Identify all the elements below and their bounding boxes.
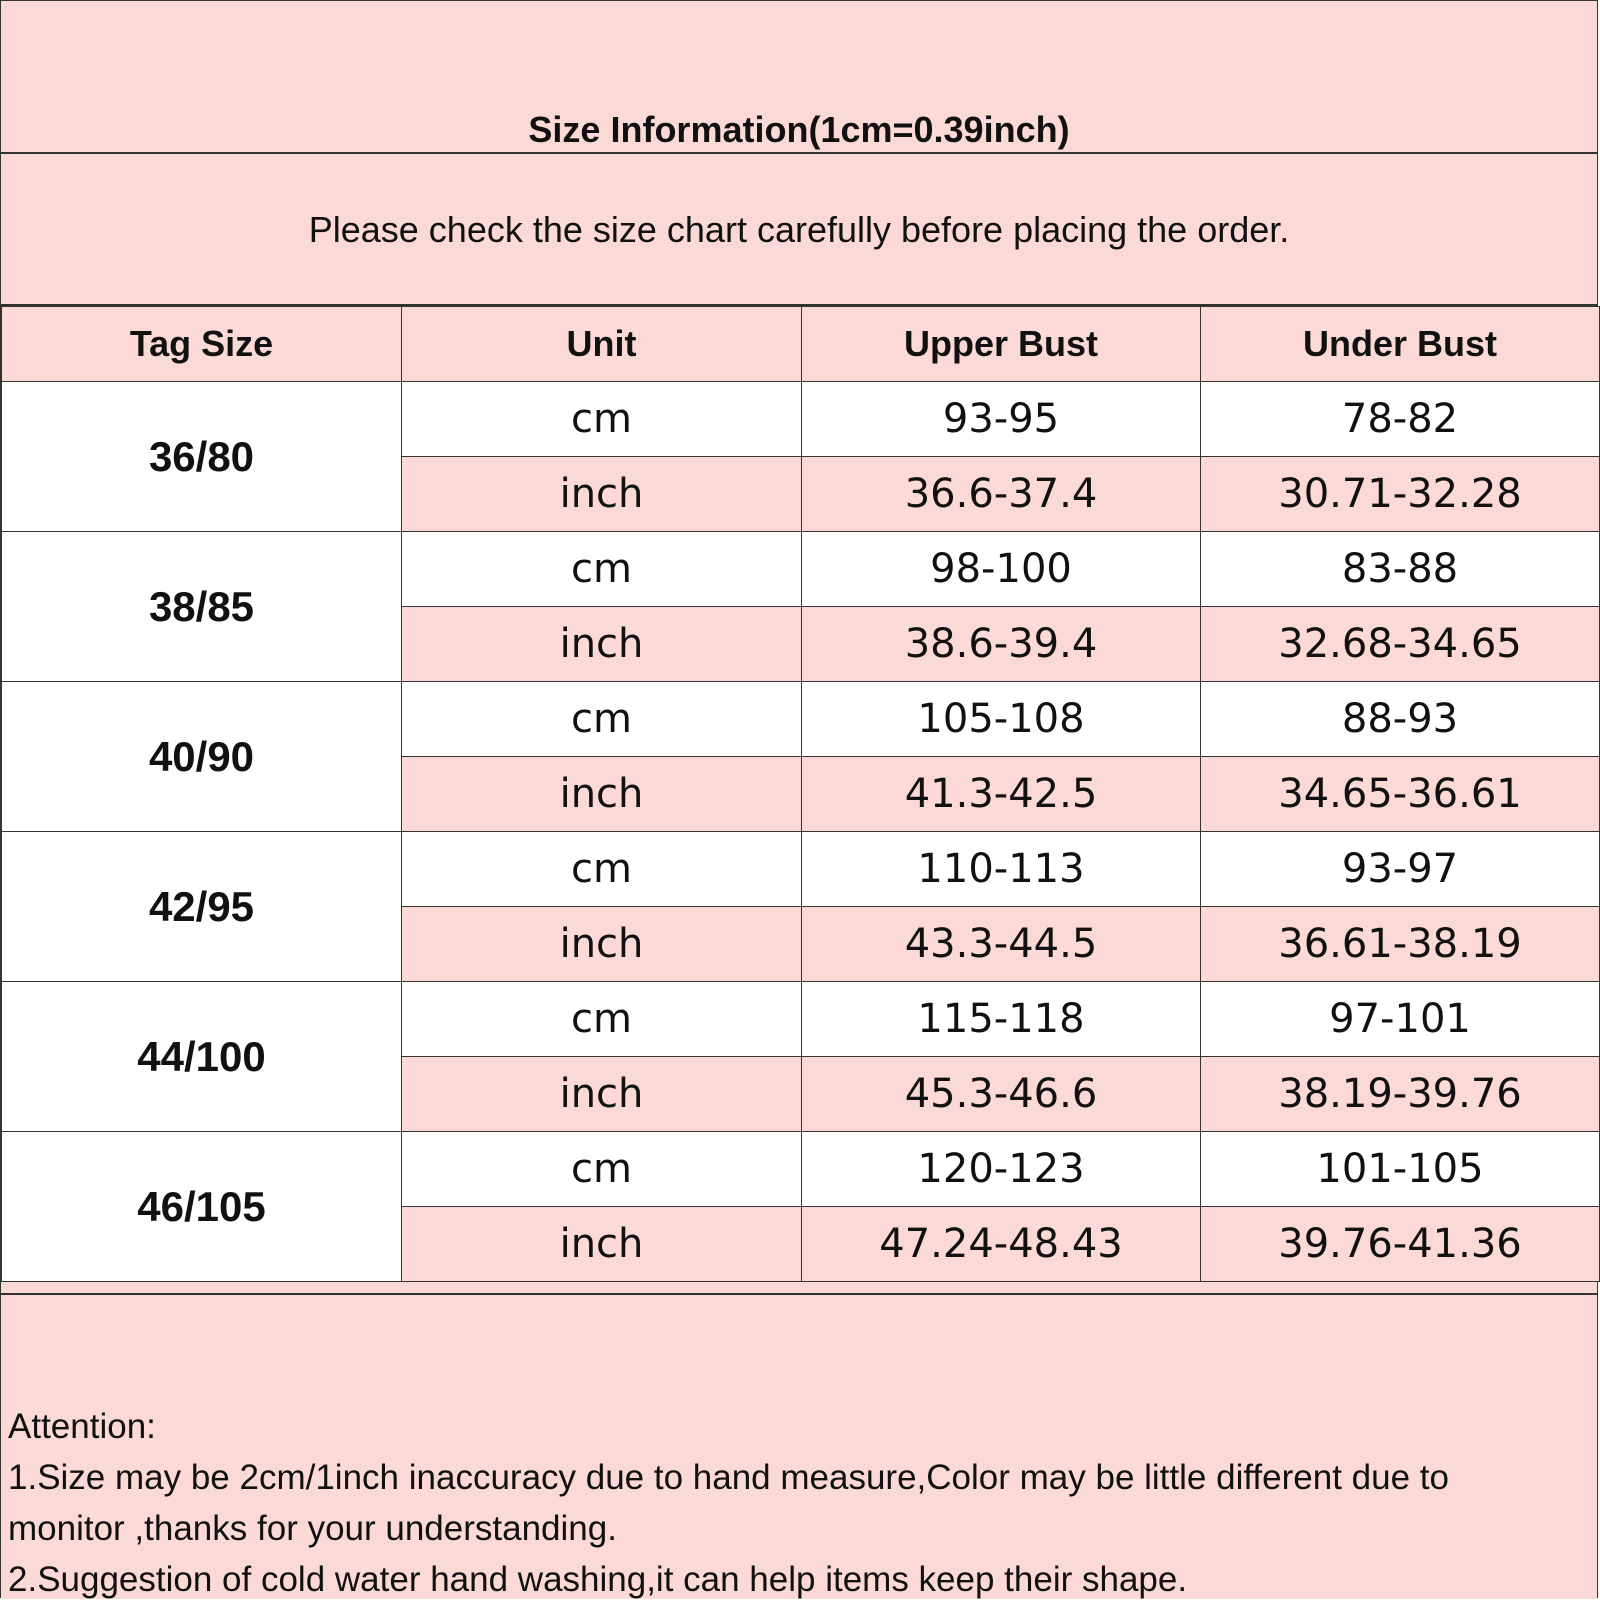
under-bust-cell: 101-105: [1201, 1132, 1600, 1207]
unit-cell: inch: [402, 1057, 802, 1132]
unit-cell: inch: [402, 607, 802, 682]
notice-text: Please check the size chart carefully before placing the order.: [308, 209, 1290, 250]
header-tag-size: Tag Size: [2, 307, 402, 382]
upper-bust-cell: 43.3-44.5: [802, 907, 1201, 982]
under-bust-cell: 78-82: [1201, 382, 1600, 457]
under-bust-cell: 97-101: [1201, 982, 1600, 1057]
table-row: [2, 682, 1600, 757]
upper-bust-cell: 45.3-46.6: [802, 1057, 1201, 1132]
unit-cell: cm: [402, 382, 802, 457]
upper-bust-cell: 110-113: [802, 832, 1201, 907]
unit-cell: inch: [402, 907, 802, 982]
unit-cell: cm: [402, 532, 802, 607]
upper-bust-cell: 36.6-37.4: [802, 457, 1201, 532]
attention-note: 2.Suggestion of cold water hand washing,it can help items keep their shape.: [8, 1560, 1188, 1599]
tag-size-cell: 42/95: [2, 832, 402, 982]
under-bust-cell: 93-97: [1201, 832, 1600, 907]
table-row: [2, 532, 1600, 607]
table-row: [2, 1132, 1600, 1207]
upper-bust-cell: 47.24-48.43: [802, 1207, 1201, 1282]
under-bust-cell: 88-93: [1201, 682, 1600, 757]
unit-cell: inch: [402, 757, 802, 832]
attention-heading: Attention:: [8, 1407, 156, 1446]
upper-bust-cell: 38.6-39.4: [802, 607, 1201, 682]
upper-bust-cell: 98-100: [802, 532, 1201, 607]
upper-bust-cell: 120-123: [802, 1132, 1201, 1207]
tag-size-cell: 44/100: [2, 982, 402, 1132]
notice-band: [1, 154, 1597, 306]
tag-size-cell: 36/80: [2, 382, 402, 532]
under-bust-cell: 38.19-39.76: [1201, 1057, 1600, 1132]
tag-size-cell: 38/85: [2, 532, 402, 682]
under-bust-cell: 39.76-41.36: [1201, 1207, 1600, 1282]
unit-cell: inch: [402, 1207, 802, 1282]
tag-size-cell: 46/105: [2, 1132, 402, 1282]
unit-cell: inch: [402, 457, 802, 532]
tag-size-cell: 40/90: [2, 682, 402, 832]
chart-title: Size Information(1cm=0.39inch): [528, 109, 1070, 150]
header-unit: Unit: [402, 307, 802, 382]
table-row: [2, 382, 1600, 457]
upper-bust-cell: 41.3-42.5: [802, 757, 1201, 832]
under-bust-cell: 83-88: [1201, 532, 1600, 607]
upper-bust-cell: 93-95: [802, 382, 1201, 457]
attention-notes: [8, 1401, 1587, 1605]
upper-bust-cell: 115-118: [802, 982, 1201, 1057]
unit-cell: cm: [402, 1132, 802, 1207]
attention-note: 1.Size may be 2cm/1inch inaccuracy due to hand measure,Color may be little different due to: [8, 1458, 1449, 1497]
attention-band: [1, 1293, 1597, 1599]
header-under-bust: Under Bust: [1201, 307, 1600, 382]
under-bust-cell: 34.65-36.61: [1201, 757, 1600, 832]
under-bust-cell: 30.71-32.28: [1201, 457, 1600, 532]
header-upper-bust: Upper Bust: [802, 307, 1201, 382]
table-row: [2, 832, 1600, 907]
table-row: [2, 982, 1600, 1057]
table-header-row: [2, 307, 1600, 382]
unit-cell: cm: [402, 682, 802, 757]
size-table: [1, 306, 1600, 1282]
under-bust-cell: 36.61-38.19: [1201, 907, 1600, 982]
attention-note: monitor ,thanks for your understanding.: [8, 1509, 617, 1548]
upper-bust-cell: 105-108: [802, 682, 1201, 757]
title-band: [1, 1, 1597, 154]
unit-cell: cm: [402, 982, 802, 1057]
under-bust-cell: 32.68-34.65: [1201, 607, 1600, 682]
unit-cell: cm: [402, 832, 802, 907]
